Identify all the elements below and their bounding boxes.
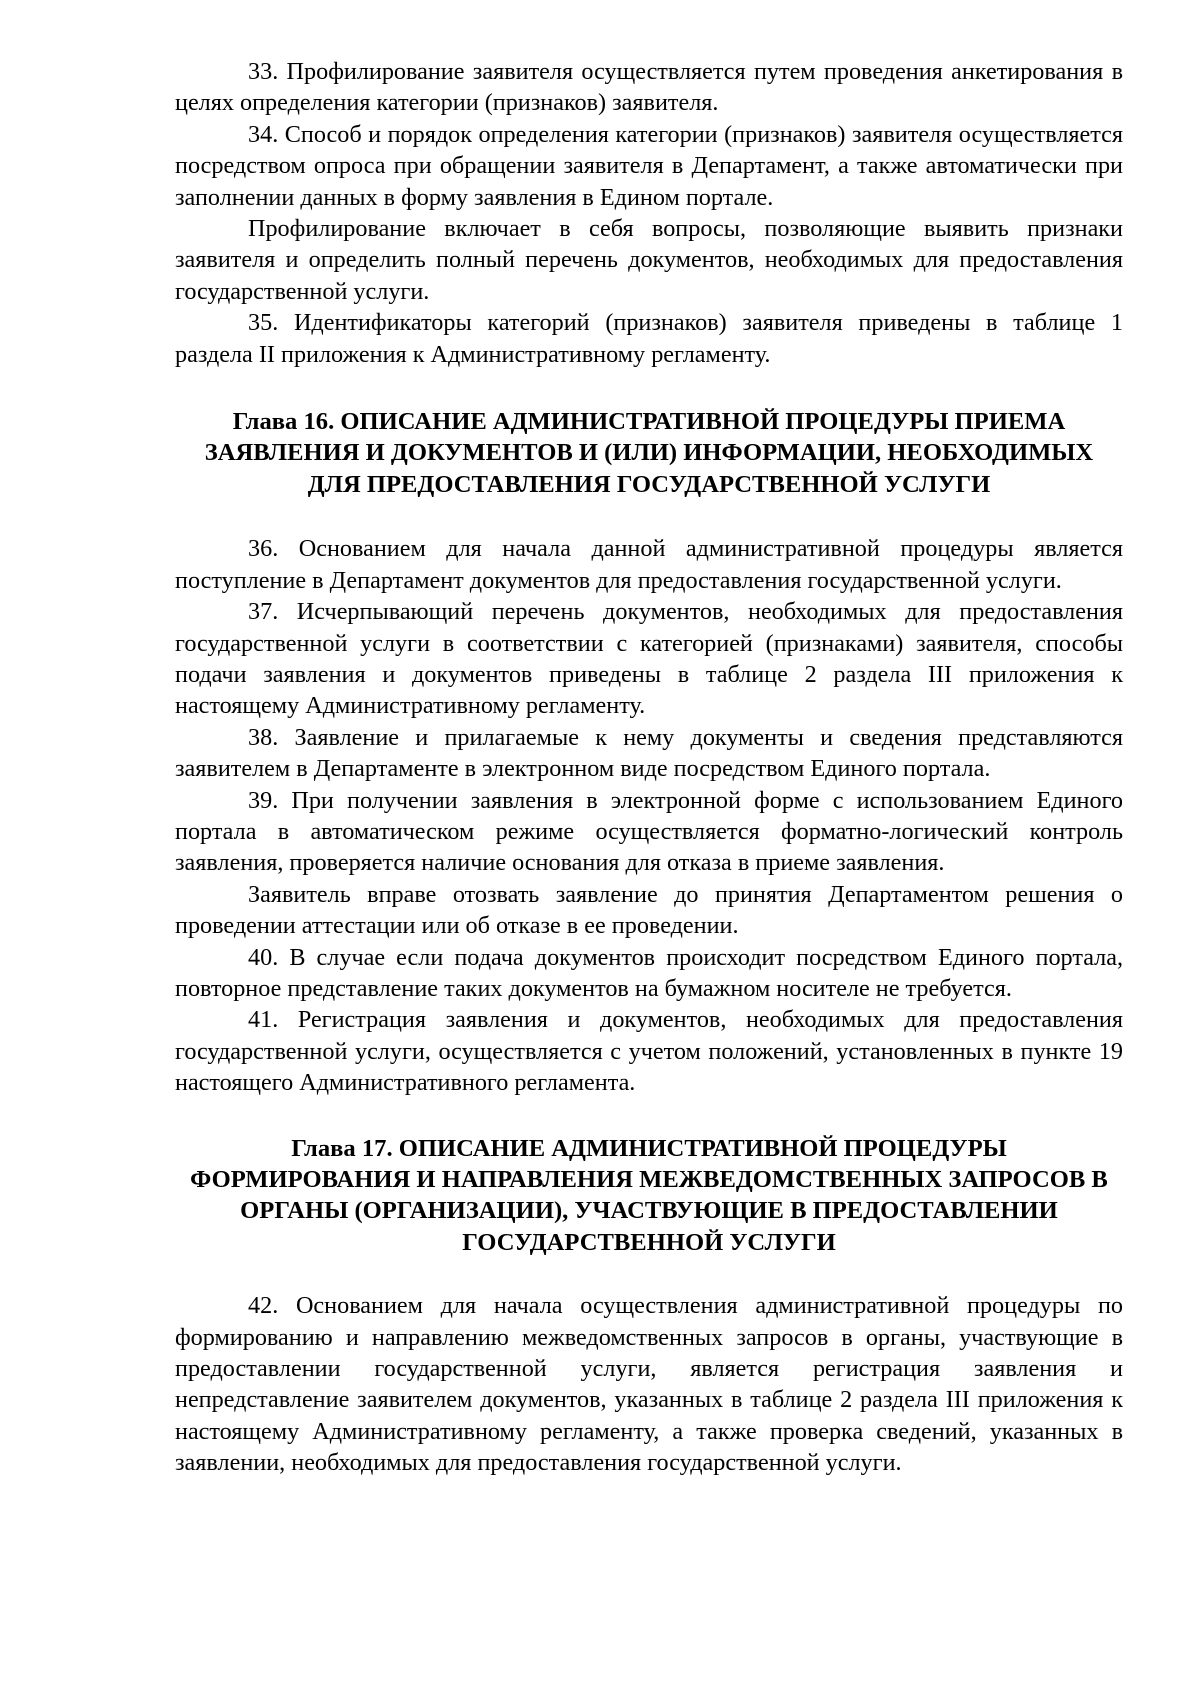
paragraph-41: 41. Регистрация заявления и документов, необходимых для предоставления государственной услуги, осуществляется с учетом положений, установленных в пункте 19 настоящего Административного регламента. xyxy=(175,1006,1123,1097)
paragraph-36: 36. Основанием для начала данной административной процедуры является поступление в Департамент документов для предоставления государственной услуги. xyxy=(175,535,1123,594)
paragraph-34-profiling: Профилирование включает в себя вопросы, позволяющие выявить признаки заявителя и определить полный перечень документов, необходимых для предоставления государственной услуги. xyxy=(175,215,1123,305)
paragraph-40: 40. В случае если подача документов происходит посредством Единого портала, повторное представление таких документов на бумажном носителе не требуется. xyxy=(175,943,1123,1002)
document-page xyxy=(175,56,1123,1479)
paragraph-38: 38. Заявление и прилагаемые к нему документы и сведения представляются заявителем в Департаменте в электронном виде посредством Единого портала. xyxy=(175,723,1123,783)
chapter-16-heading: Глава 16. ОПИСАНИЕ АДМИНИСТРАТИВНОЙ ПРОЦЕДУРЫ ПРИЕМА ЗАЯВЛЕНИЯ И ДОКУМЕНТОВ И (ИЛИ) ИНФОРМАЦИИ, НЕОБХОДИМЫХ ДЛЯ ПРЕДОСТАВЛЕНИЯ ГОСУДАРСТВЕННОЙ УСЛУГИ xyxy=(204,408,1094,498)
paragraph-39: 39. При получении заявления в электронной форме с использованием Единого портала в автоматическом режиме осуществляется форматно-логический контроль заявления, проверяется наличие основания для отказа в приеме заявления. xyxy=(175,786,1123,877)
paragraph-34: 34. Способ и порядок определения категории (признаков) заявителя осуществляется посредством опроса при обращении заявителя в Департамент, а также автоматически при заполнении данных в форму заявления в Едином портале. xyxy=(175,120,1123,211)
paragraph-37: 37. Исчерпывающий перечень документов, необходимых для предоставления государственной услуги в соответствии с категорией (признаками) заявителя, способы подачи заявления и документов приведены в таблице 2 раздела III приложения к настоящему Административному регламенту. xyxy=(175,598,1123,720)
paragraph-42: 42. Основанием для начала осуществления административной процедуры по формированию и направлению межведомственных запросов в органы, участвующие в предоставлении государственной услуги, является регистрация заявления и непредставление заявителем документов, указанных в таблице 2 раздела III приложения к настоящему Административному регламенту, а также проверка сведений, указанных в заявлении, необходимых для предоставления государственной услуги. xyxy=(175,1292,1123,1477)
chapter-17-heading: Глава 17. ОПИСАНИЕ АДМИНИСТРАТИВНОЙ ПРОЦЕДУРЫ ФОРМИРОВАНИЯ И НАПРАВЛЕНИЯ МЕЖВЕДОМСТВЕННЫХ ЗАПРОСОВ В ОРГАНЫ (ОРГАНИЗАЦИИ), УЧАСТВУЮЩИЕ В ПРЕДОСТАВЛЕНИИ ГОСУДАРСТВЕННОЙ УСЛУГИ xyxy=(190,1134,1108,1256)
paragraph-33: 33. Профилирование заявителя осуществляется путем проведения анкетирования в целях определения категории (признаков) заявителя. xyxy=(175,58,1123,117)
paragraph-35: 35. Идентификаторы категорий (признаков) заявителя приведены в таблице 1 раздела II приложения к Административному регламенту. xyxy=(175,309,1123,368)
paragraph-39-withdrawal: Заявитель вправе отозвать заявление до принятия Департаментом решения о проведении аттестации или об отказе в ее проведении. xyxy=(175,880,1123,940)
